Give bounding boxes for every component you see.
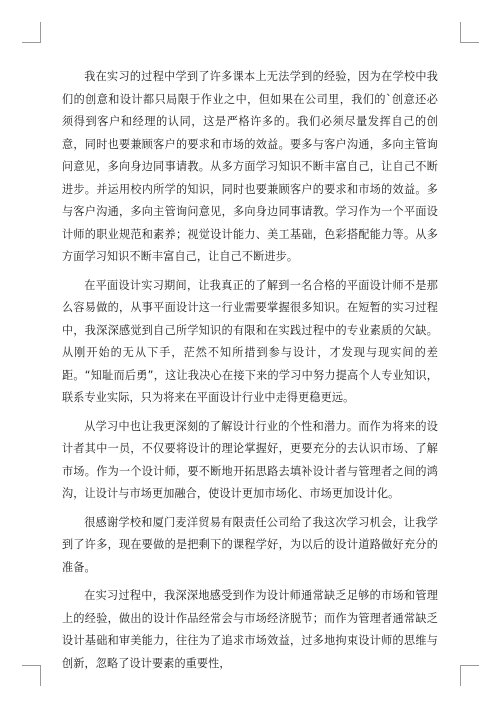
paragraph: 在平面设计实习期间，让我真正的了解到一名合格的平面设计师不是那么容易做的，从事平面设计这一行业需要掌握很多知识。在短暂的实习过程中，我深深感觉到自己所学知识的有限和在实践过程中的专业素质的欠缺。从刚开始的无从下手，茫然不知所措到参与设计，才发现与现实间的差距。“知耻而后勇”，这让我决心在接下来的学习中努力提高个人专业知识，联系专业实际，只为将来在平面设计行业中走得更稳更远。 (62, 278, 438, 404)
crop-mark-bottom-right (460, 665, 479, 686)
paragraph: 很感谢学校和厦门麦洋贸易有限责任公司给了我这次学习机会，让我学到了许多，现在要做的是把剩下的课程学好，为以后的设计道路做好充分的准备。 (62, 515, 438, 574)
paragraph: 从学习中也让我更深刻的了解设计行业的个性和潜力。而作为将来的设计者其中一员，不仅要将设计的理论掌握好，更要充分的去认识市场、了解市场。作为一个设计师，要不断地开拓思路去填补设计者与管理者之间的鸿沟，让设计与市场更加融合，使设计更加市场化、市场更加设计化。 (62, 419, 438, 500)
document-body (62, 66, 438, 696)
paragraph: 我在实习的过程中学到了许多课本上无法学到的经验，因为在学校中我们的创意和设计都只局限于作业之中，但如果在公司里，我们的`创意还必须得到客户和经理的认同，这是严格许多的。我们必须尽量发挥自己的创意，同时也要兼顾客户的要求和市场的效益。要多与客户沟通，多向主管询问意见，多向身边同事请教。从多方面学习知识不断丰富自己，让自己不断进步。并运用校内所学的知识，同时也要兼顾客户的要求和市场的效益。多与客户沟通，多向主管询问意见，多向身边同事请教。学习作为一个平面设计师的职业规范和素养；视觉设计能力、美工基础，色彩搭配能力等。从多方面学习知识不断丰富自己，让自己不断进步。 (62, 70, 438, 263)
crop-mark-bottom-left (22, 665, 41, 686)
paragraph: 在实习过程中，我深深地感受到作为设计师通常缺乏足够的市场和管理上的经验，做出的设计作品经常会与市场经济脱节；而作为管理者通常缺乏设计基础和审美能力，往往为了追求市场效益，过多地拘束设计师的思维与创新，忽略了设计要素的重要性， (62, 589, 438, 670)
crop-mark-top-right (460, 22, 479, 43)
crop-mark-top-left (22, 22, 41, 43)
